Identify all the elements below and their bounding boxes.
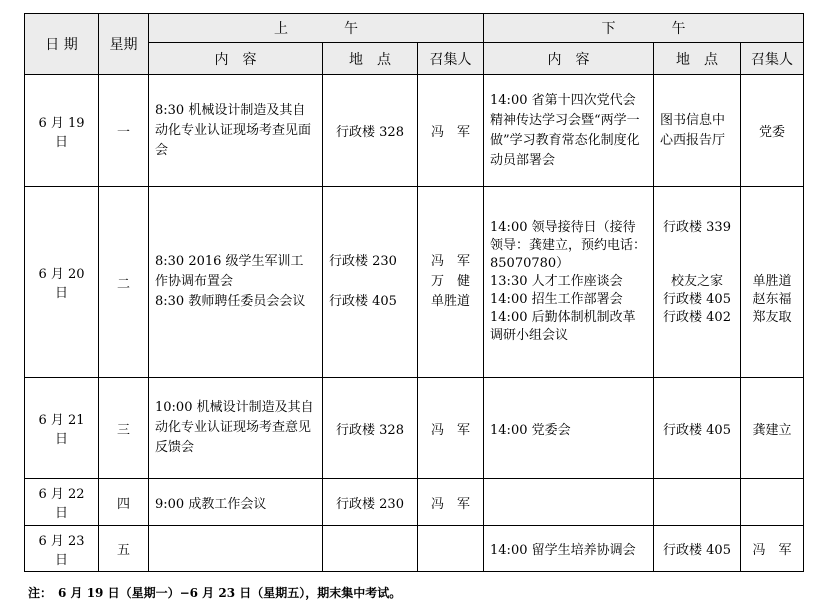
am-content-cell: 9:00 成教工作会议 bbox=[149, 479, 323, 526]
header-pm-convener: 召集人 bbox=[741, 43, 804, 75]
am-convener-cell: 冯 军 bbox=[418, 479, 484, 526]
schedule-table bbox=[24, 13, 804, 572]
pm-location-cell: 行政楼 339 校友之家 行政楼 405 行政楼 402 bbox=[654, 187, 741, 378]
date-cell: 6 月 19 日 bbox=[25, 75, 99, 187]
header-pm-location: 地 点 bbox=[654, 43, 741, 75]
header-date: 日 期 bbox=[25, 14, 99, 75]
am-content-cell: 10:00 机械设计制造及其自动化专业认证现场考查意见反馈会 bbox=[149, 378, 323, 479]
am-location-cell: 行政楼 230 bbox=[323, 479, 418, 526]
pm-location-cell: 行政楼 405 bbox=[654, 378, 741, 479]
pm-convener-cell: 冯 军 bbox=[741, 526, 804, 572]
am-location-cell bbox=[323, 526, 418, 572]
header-am-content: 内 容 bbox=[149, 43, 323, 75]
header-morning: 上 午 bbox=[149, 14, 484, 43]
pm-location-cell bbox=[654, 479, 741, 526]
weekday-cell: 四 bbox=[99, 479, 149, 526]
weekday-cell: 三 bbox=[99, 378, 149, 479]
table-row bbox=[25, 378, 804, 479]
weekday-cell: 五 bbox=[99, 526, 149, 572]
table-row bbox=[25, 75, 804, 187]
pm-content-cell: 14:00 留学生培养协调会 bbox=[484, 526, 654, 572]
weekday-cell: 一 bbox=[99, 75, 149, 187]
am-convener-cell: 冯 军 bbox=[418, 75, 484, 187]
header-am-location: 地 点 bbox=[323, 43, 418, 75]
table-row bbox=[25, 479, 804, 526]
pm-content-cell: 14:00 党委会 bbox=[484, 378, 654, 479]
date-cell: 6 月 22 日 bbox=[25, 479, 99, 526]
pm-content-cell: 14:00 领导接待日（接待领导：龚建立，预约电话：85070780） 13:30 人才工作座谈会 14:00 招生工作部署会 14:00 后勤体制机制改革调研小组会议 bbox=[484, 187, 654, 378]
pm-location-cell: 图书信息中心西报告厅 bbox=[654, 75, 741, 187]
pm-convener-cell: 单胜道 赵东福 郑友取 bbox=[741, 187, 804, 378]
pm-location-cell: 行政楼 405 bbox=[654, 526, 741, 572]
date-cell: 6 月 23 日 bbox=[25, 526, 99, 572]
pm-convener-cell: 党委 bbox=[741, 75, 804, 187]
am-convener-cell: 冯 军 万 健 单胜道 bbox=[418, 187, 484, 378]
weekday-cell: 二 bbox=[99, 187, 149, 378]
am-convener-cell: 冯 军 bbox=[418, 378, 484, 479]
am-location-cell: 行政楼 328 bbox=[323, 75, 418, 187]
table-row bbox=[25, 526, 804, 572]
pm-convener-cell bbox=[741, 479, 804, 526]
pm-content-cell bbox=[484, 479, 654, 526]
header-am-convener: 召集人 bbox=[418, 43, 484, 75]
header-afternoon: 下 午 bbox=[484, 14, 804, 43]
am-convener-cell bbox=[418, 526, 484, 572]
am-location-cell: 行政楼 230 行政楼 405 bbox=[323, 187, 418, 378]
footnote: 注： 6 月 19 日（星期一）−6 月 23 日（星期五），期末集中考试。 bbox=[28, 586, 402, 600]
pm-content-cell: 14:00 省第十四次党代会精神传达学习会暨“两学一做”学习教育常态化制度化动员部署会 bbox=[484, 75, 654, 187]
header-pm-content: 内 容 bbox=[484, 43, 654, 75]
header-weekday: 星期 bbox=[99, 14, 149, 75]
am-content-cell bbox=[149, 526, 323, 572]
date-cell: 6 月 21 日 bbox=[25, 378, 99, 479]
header-row-top bbox=[25, 14, 804, 43]
pm-convener-cell: 龚建立 bbox=[741, 378, 804, 479]
table-row bbox=[25, 187, 804, 378]
am-content-cell: 8:30 2016 级学生军训工作协调布置会 8:30 教师聘任委员会会议 bbox=[149, 187, 323, 378]
am-location-cell: 行政楼 328 bbox=[323, 378, 418, 479]
date-cell: 6 月 20 日 bbox=[25, 187, 99, 378]
am-content-cell: 8:30 机械设计制造及其自动化专业认证现场考查见面会 bbox=[149, 75, 323, 187]
